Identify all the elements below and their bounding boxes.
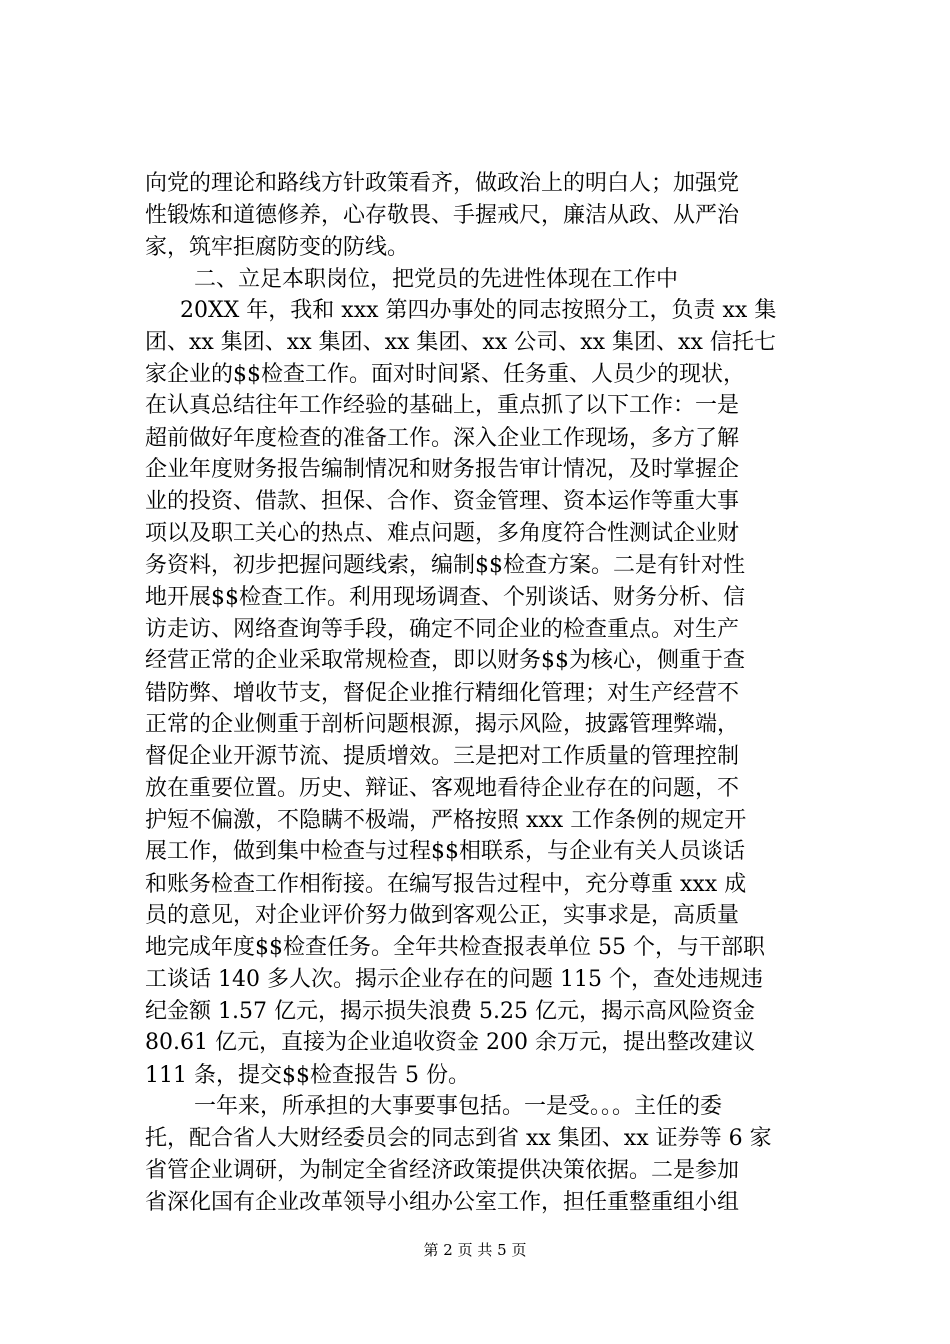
paragraph-line: 一年来，所承担的大事要事包括。一是受。。。主任的委 [194,1094,723,1119]
paragraph-line: 在认真总结往年工作经验的基础上，重点抓了以下工作：一是 [145,393,740,418]
section-heading: 二、立足本职岗位，把党员的先进性体现在工作中 [194,267,679,292]
paragraph-line: 企业年度财务报告编制情况和财务报告审计情况，及时掌握企 [145,457,740,482]
paragraph-line: 错防弊、增收节支，督促企业推行精细化管理；对生产经营不 [145,681,740,706]
paragraph-line: 111 条，提交$$检查报告 5 份。 [145,1063,470,1088]
paragraph-line: 地完成年度$$检查任务。全年共检查报表单位 55 个，与干部职 [145,935,765,960]
paragraph-line: 项以及职工关心的热点、难点问题，多角度符合性测试企业财 [145,521,740,546]
page-number-footer: 第 2 页 共 5 页 [423,1241,527,1259]
paragraph-line: 督促企业开源节流、提质增效。三是把对工作质量的管理控制 [145,744,740,769]
paragraph-line: 护短不偏激，不隐瞒不极端，严格按照 xxx 工作条例的规定开 [145,808,747,833]
paragraph-line: 务资料，初步把握问题线索，编制$$检查方案。二是有针对性 [145,553,745,578]
paragraph-line: 业的投资、借款、担保、合作、资金管理、资本运作等重大事 [145,489,740,514]
paragraph-line: 工谈话 140 多人次。揭示企业存在的问题 115 个，查处违规违 [145,967,763,992]
paragraph-line: 放在重要位置。历史、辩证、客观地看待企业存在的问题，不 [145,776,740,801]
paragraph-line: 省深化国有企业改革领导小组办公室工作，担任重整重组小组 [145,1190,740,1215]
paragraph-line: 20XX 年，我和 xxx 第四办事处的同志按照分工，负责 xx 集 [180,298,777,323]
paragraph-line: 性锻炼和道德修养，心存敬畏、手握戒尺，廉洁从政、从严治 [145,203,740,228]
paragraph-line: 访走访、网络查询等手段，确定不同企业的检查重点。对生产 [145,617,740,642]
paragraph-line: 省管企业调研，为制定全省经济政策提供决策依据。二是参加 [145,1158,740,1183]
paragraph-line: 展工作，做到集中检查与过程$$相联系，与企业有关人员谈话 [145,839,745,864]
paragraph-line: 团、xx 集团、xx 集团、xx 集团、xx 公司、xx 集团、xx 信托七 [145,330,776,355]
paragraph-line: 80.61 亿元，直接为企业追收资金 200 余万元，提出整改建议 [145,1030,755,1055]
paragraph-line: 正常的企业侧重于剖析问题根源，揭示风险，披露管理弊端， [145,712,740,737]
paragraph-line: 家，筑牢拒腐防变的防线。 [145,235,410,260]
paragraph-line: 地开展$$检查工作。利用现场调查、个别谈话、财务分析、信 [145,585,745,610]
paragraph-line: 托，配合省人大财经委员会的同志到省 xx 集团、xx 证券等 6 家 [145,1126,772,1151]
paragraph-line: 向党的理论和路线方针政策看齐，做政治上的明白人；加强党 [145,171,740,196]
paragraph-line: 纪金额 1.57 亿元，揭示损失浪费 5.25 亿元，揭示高风险资金 [145,999,755,1024]
paragraph-line: 员的意见，对企业评价努力做到客观公正，实事求是，高质量 [145,903,740,928]
paragraph-line: 经营正常的企业采取常规检查，即以财务$$为核心，侧重于查 [145,648,745,673]
paragraph-line: 家企业的$$检查工作。面对时间紧、任务重、人员少的现状， [145,362,745,387]
paragraph-line: 和账务检查工作相衔接。在编写报告过程中，充分尊重 xxx 成 [145,872,747,897]
paragraph-line: 超前做好年度检查的准备工作。深入企业工作现场，多方了解 [145,426,740,451]
